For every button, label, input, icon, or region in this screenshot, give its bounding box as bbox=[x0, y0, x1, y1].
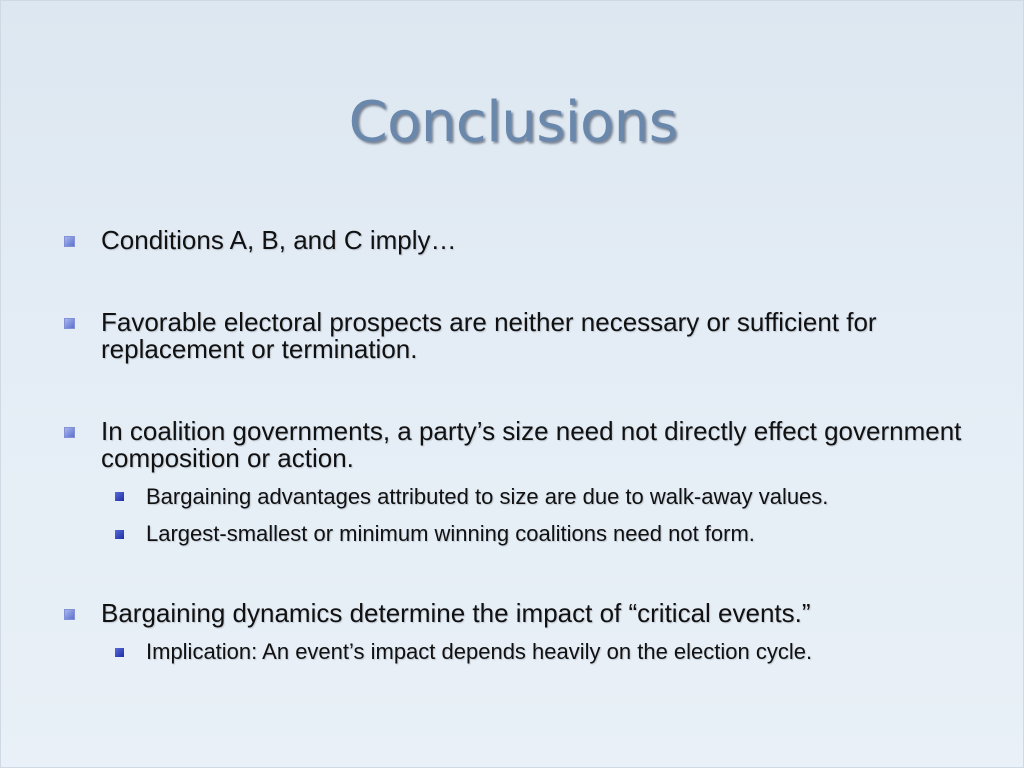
bullet-item: In coalition governments, a party’s size need not directly effect government composition or action. bbox=[101, 416, 962, 473]
square-bullet-icon bbox=[64, 236, 75, 247]
sub-bullet-item: Implication: An event’s impact depends heavily on the election cycle. bbox=[146, 639, 813, 664]
square-bullet-icon bbox=[115, 530, 124, 539]
square-bullet-icon bbox=[64, 609, 75, 620]
bullet-list bbox=[1, 1, 1024, 768]
slide-title: Conclusions bbox=[348, 90, 678, 155]
square-bullet-icon bbox=[64, 318, 75, 329]
square-bullet-icon bbox=[115, 648, 124, 657]
bullet-item: Conditions A, B, and C imply… bbox=[101, 225, 457, 255]
sub-bullet-item: Largest-smallest or minimum winning coalitions need not form. bbox=[146, 521, 755, 546]
bullet-item: Bargaining dynamics determine the impact of “critical events.” bbox=[101, 598, 811, 628]
sub-bullet-item: Bargaining advantages attributed to size are due to walk-away values. bbox=[146, 484, 829, 509]
square-bullet-icon bbox=[115, 492, 124, 501]
bullet-item: Favorable electoral prospects are neither necessary or sufficient for replacement or termination. bbox=[101, 307, 877, 364]
square-bullet-icon bbox=[64, 427, 75, 438]
